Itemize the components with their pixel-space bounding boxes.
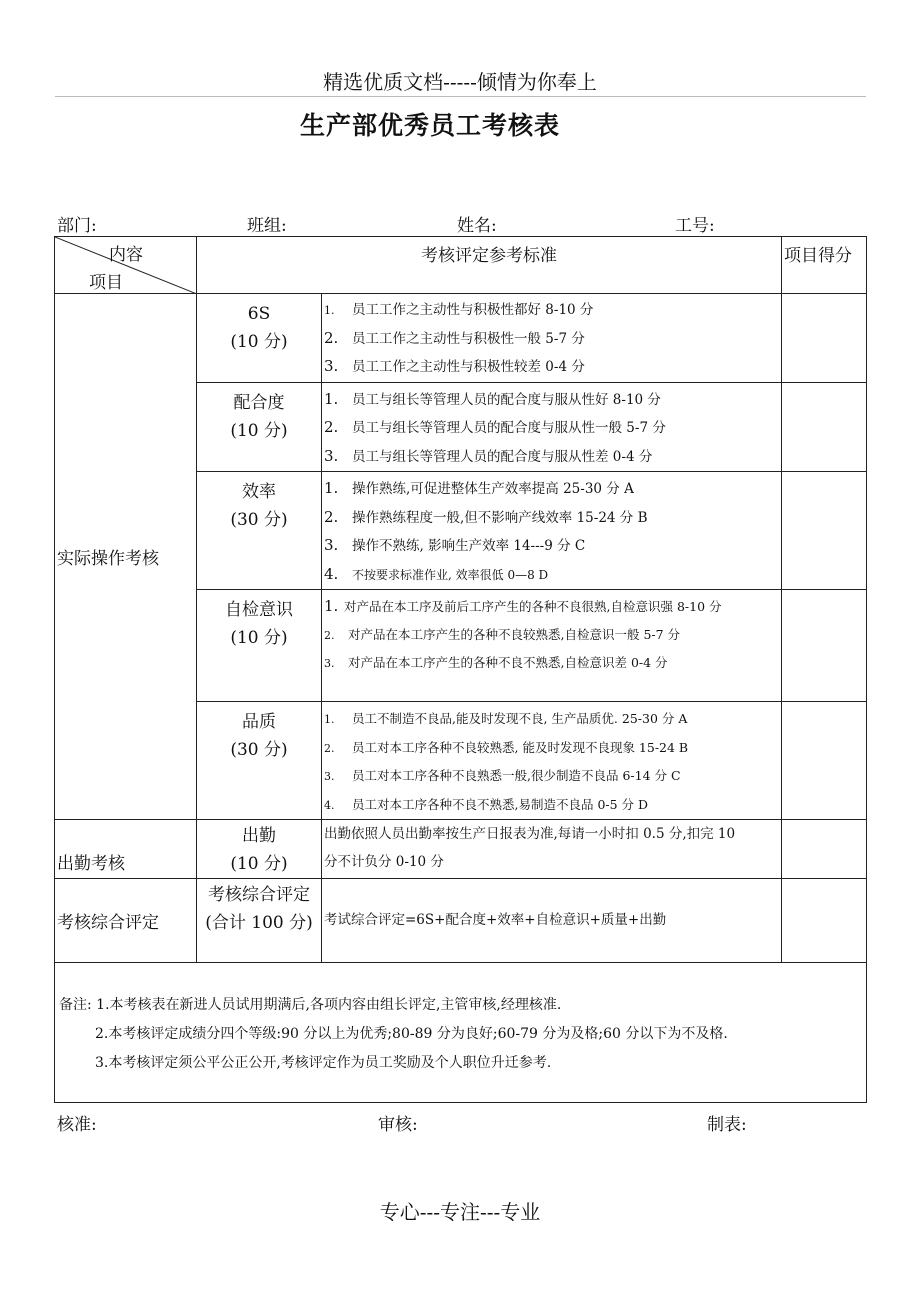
score-cell-6s[interactable] bbox=[782, 294, 867, 383]
criteria-item: 出勤依照人员出勤率按生产日报表为准,每请一小时扣 0.5 分,扣完 10 bbox=[324, 826, 736, 842]
score-cell-self-inspection[interactable] bbox=[782, 590, 867, 702]
page-header-text: 精选优质文档-----倾情为你奉上 bbox=[323, 70, 597, 94]
category-6s bbox=[197, 294, 322, 383]
category-points: (合计 100 分) bbox=[205, 913, 313, 933]
criteria-item: 员工与组长等管理人员的配合度与服从性差 0-4 分 bbox=[352, 448, 653, 465]
category-points: (10 分) bbox=[230, 420, 288, 441]
score-cell-overall[interactable] bbox=[782, 879, 867, 963]
criteria-item: 员工对本工序各种不良不熟悉,易制造不良品 0-5 分 D bbox=[352, 796, 649, 812]
corner-content-label: 内容 bbox=[109, 245, 143, 265]
criteria-6s bbox=[322, 294, 782, 383]
category-attendance bbox=[197, 820, 322, 879]
category-points: (30 分) bbox=[230, 510, 288, 530]
note-line: 3.本考核评定须公平公正公开,考核评定作为员工奖励及个人职位升迁参考. bbox=[95, 1055, 552, 1071]
criteria-item: 操作不熟练, 影响生产效率 14---9 分 C bbox=[352, 538, 586, 554]
category-efficiency bbox=[197, 472, 322, 590]
criteria-item: 员工工作之主动性与积极性一般 5-7 分 bbox=[352, 330, 585, 347]
criteria-item: 不按要求标准作业, 效率很低 0—8 D bbox=[352, 567, 549, 582]
criteria-item: 员工对本工序各种不良较熟悉, 能及时发现不良现象 15-24 B bbox=[352, 739, 689, 755]
criteria-item: 员工不制造不良品,能及时发现不良, 生产品质优. 25-30 分 A bbox=[352, 711, 688, 726]
attendance-section-label: 出勤考核 bbox=[55, 820, 197, 879]
criteria-cooperation bbox=[322, 382, 782, 472]
item-number: 1. bbox=[324, 479, 339, 497]
corner-header-cell bbox=[55, 237, 197, 294]
item-number: 3. bbox=[324, 657, 335, 670]
category-overall bbox=[197, 879, 322, 963]
item-number: 1. bbox=[324, 713, 335, 726]
overall-section-label: 考核综合评定 bbox=[55, 879, 197, 963]
team-label: 班组: bbox=[247, 216, 287, 236]
category-name: 考核综合评定 bbox=[208, 885, 310, 905]
criteria-item: 操作熟练程度一般,但不影响产线效率 15-24 分 B bbox=[352, 509, 648, 526]
criteria-item: 对产品在本工序产生的各种不良较熟悉,自检意识一般 5-7 分 bbox=[348, 626, 681, 642]
score-cell-cooperation[interactable] bbox=[782, 382, 867, 472]
category-name: 品质 bbox=[242, 712, 276, 732]
score-cell-efficiency[interactable] bbox=[782, 472, 867, 590]
item-number: 1. bbox=[324, 304, 335, 317]
score-cell-quality[interactable] bbox=[782, 702, 867, 820]
criteria-item: 员工与组长等管理人员的配合度与服从性一般 5-7 分 bbox=[352, 420, 666, 436]
approve-label: 核准: bbox=[57, 1115, 97, 1135]
overall-formula: 考试综合评定=6S+配合度+效率+自检意识+质量+出勤 bbox=[322, 879, 782, 963]
item-number: 1. bbox=[324, 389, 339, 408]
practical-section-label: 实际操作考核 bbox=[55, 294, 197, 820]
category-name: 效率 bbox=[242, 482, 276, 502]
note-line: 2.本考核评定成绩分四个等级:90 分以上为优秀;80-89 分为良好;60-79 分为及格;60 分以下为不及格. bbox=[95, 1026, 728, 1042]
item-number: 2. bbox=[324, 741, 335, 755]
note-line: 备注: 1.本考核表在新进人员试用期满后,各项内容由组长评定,主管审核,经理核准. bbox=[59, 997, 562, 1013]
category-points: (10 分) bbox=[230, 332, 288, 352]
criteria-attendance bbox=[322, 820, 782, 879]
category-cooperation bbox=[197, 382, 322, 472]
corner-item-label: 项目 bbox=[89, 273, 123, 293]
category-points: (10 分) bbox=[230, 854, 288, 874]
criteria-item: 员工与组长等管理人员的配合度与服从性好 8-10 分 bbox=[352, 391, 661, 408]
category-name: 出勤 bbox=[242, 826, 276, 846]
criteria-self-inspection bbox=[322, 590, 782, 702]
evaluation-table bbox=[54, 236, 866, 1078]
score-cell-attendance[interactable] bbox=[782, 820, 867, 879]
employee-id-label: 工号: bbox=[675, 216, 715, 236]
notes-cell bbox=[55, 963, 867, 1103]
item-number: 3. bbox=[324, 357, 339, 375]
criteria-quality bbox=[322, 702, 782, 820]
item-number: 4. bbox=[324, 798, 335, 812]
criteria-item: 分不计负分 0-10 分 bbox=[324, 854, 444, 870]
category-points: (10 分) bbox=[230, 628, 288, 648]
category-name: 6S bbox=[247, 304, 271, 324]
item-number: 3. bbox=[324, 446, 339, 465]
page-title: 生产部优秀员工考核表 bbox=[299, 111, 560, 140]
page-footer-text: 专心---专注---专业 bbox=[379, 1200, 541, 1224]
category-points: (30 分) bbox=[230, 740, 288, 760]
criteria-item: 操作熟练,可促进整体生产效率提高 25-30 分 A bbox=[352, 481, 634, 497]
item-number: 2. bbox=[324, 628, 335, 642]
item-number: 3. bbox=[324, 536, 339, 554]
criteria-item: 员工工作之主动性与积极性都好 8-10 分 bbox=[352, 302, 594, 318]
item-number: 2. bbox=[324, 418, 339, 436]
category-name: 配合度 bbox=[233, 392, 285, 413]
review-label: 审核: bbox=[378, 1115, 418, 1135]
item-number: 2. bbox=[324, 507, 339, 526]
criteria-item: 对产品在本工序产生的各种不良不熟悉,自检意识差 0-4 分 bbox=[348, 655, 668, 670]
score-header: 项目得分 bbox=[782, 237, 867, 294]
category-self-inspection bbox=[197, 590, 322, 702]
criteria-item: 员工工作之主动性与积极性较差 0-4 分 bbox=[352, 359, 585, 375]
category-quality bbox=[197, 702, 322, 820]
criteria-item: 员工对本工序各种不良熟悉一般,很少制造不良品 6-14 分 C bbox=[352, 768, 681, 783]
item-number: 2. bbox=[324, 328, 339, 347]
item-number: 4. bbox=[324, 564, 339, 583]
criteria-header: 考核评定参考标准 bbox=[197, 237, 782, 294]
item-number: 3. bbox=[324, 770, 335, 783]
dept-label: 部门: bbox=[57, 216, 97, 236]
prepared-label: 制表: bbox=[707, 1115, 747, 1135]
name-label: 姓名: bbox=[457, 216, 497, 236]
criteria-item: 对产品在本工序及前后工序产生的各种不良很熟,自检意识强 8-10 分 bbox=[344, 599, 722, 614]
header-divider bbox=[55, 96, 866, 97]
criteria-efficiency bbox=[322, 472, 782, 590]
category-name: 自检意识 bbox=[225, 600, 293, 620]
item-number: 1. bbox=[324, 597, 339, 615]
